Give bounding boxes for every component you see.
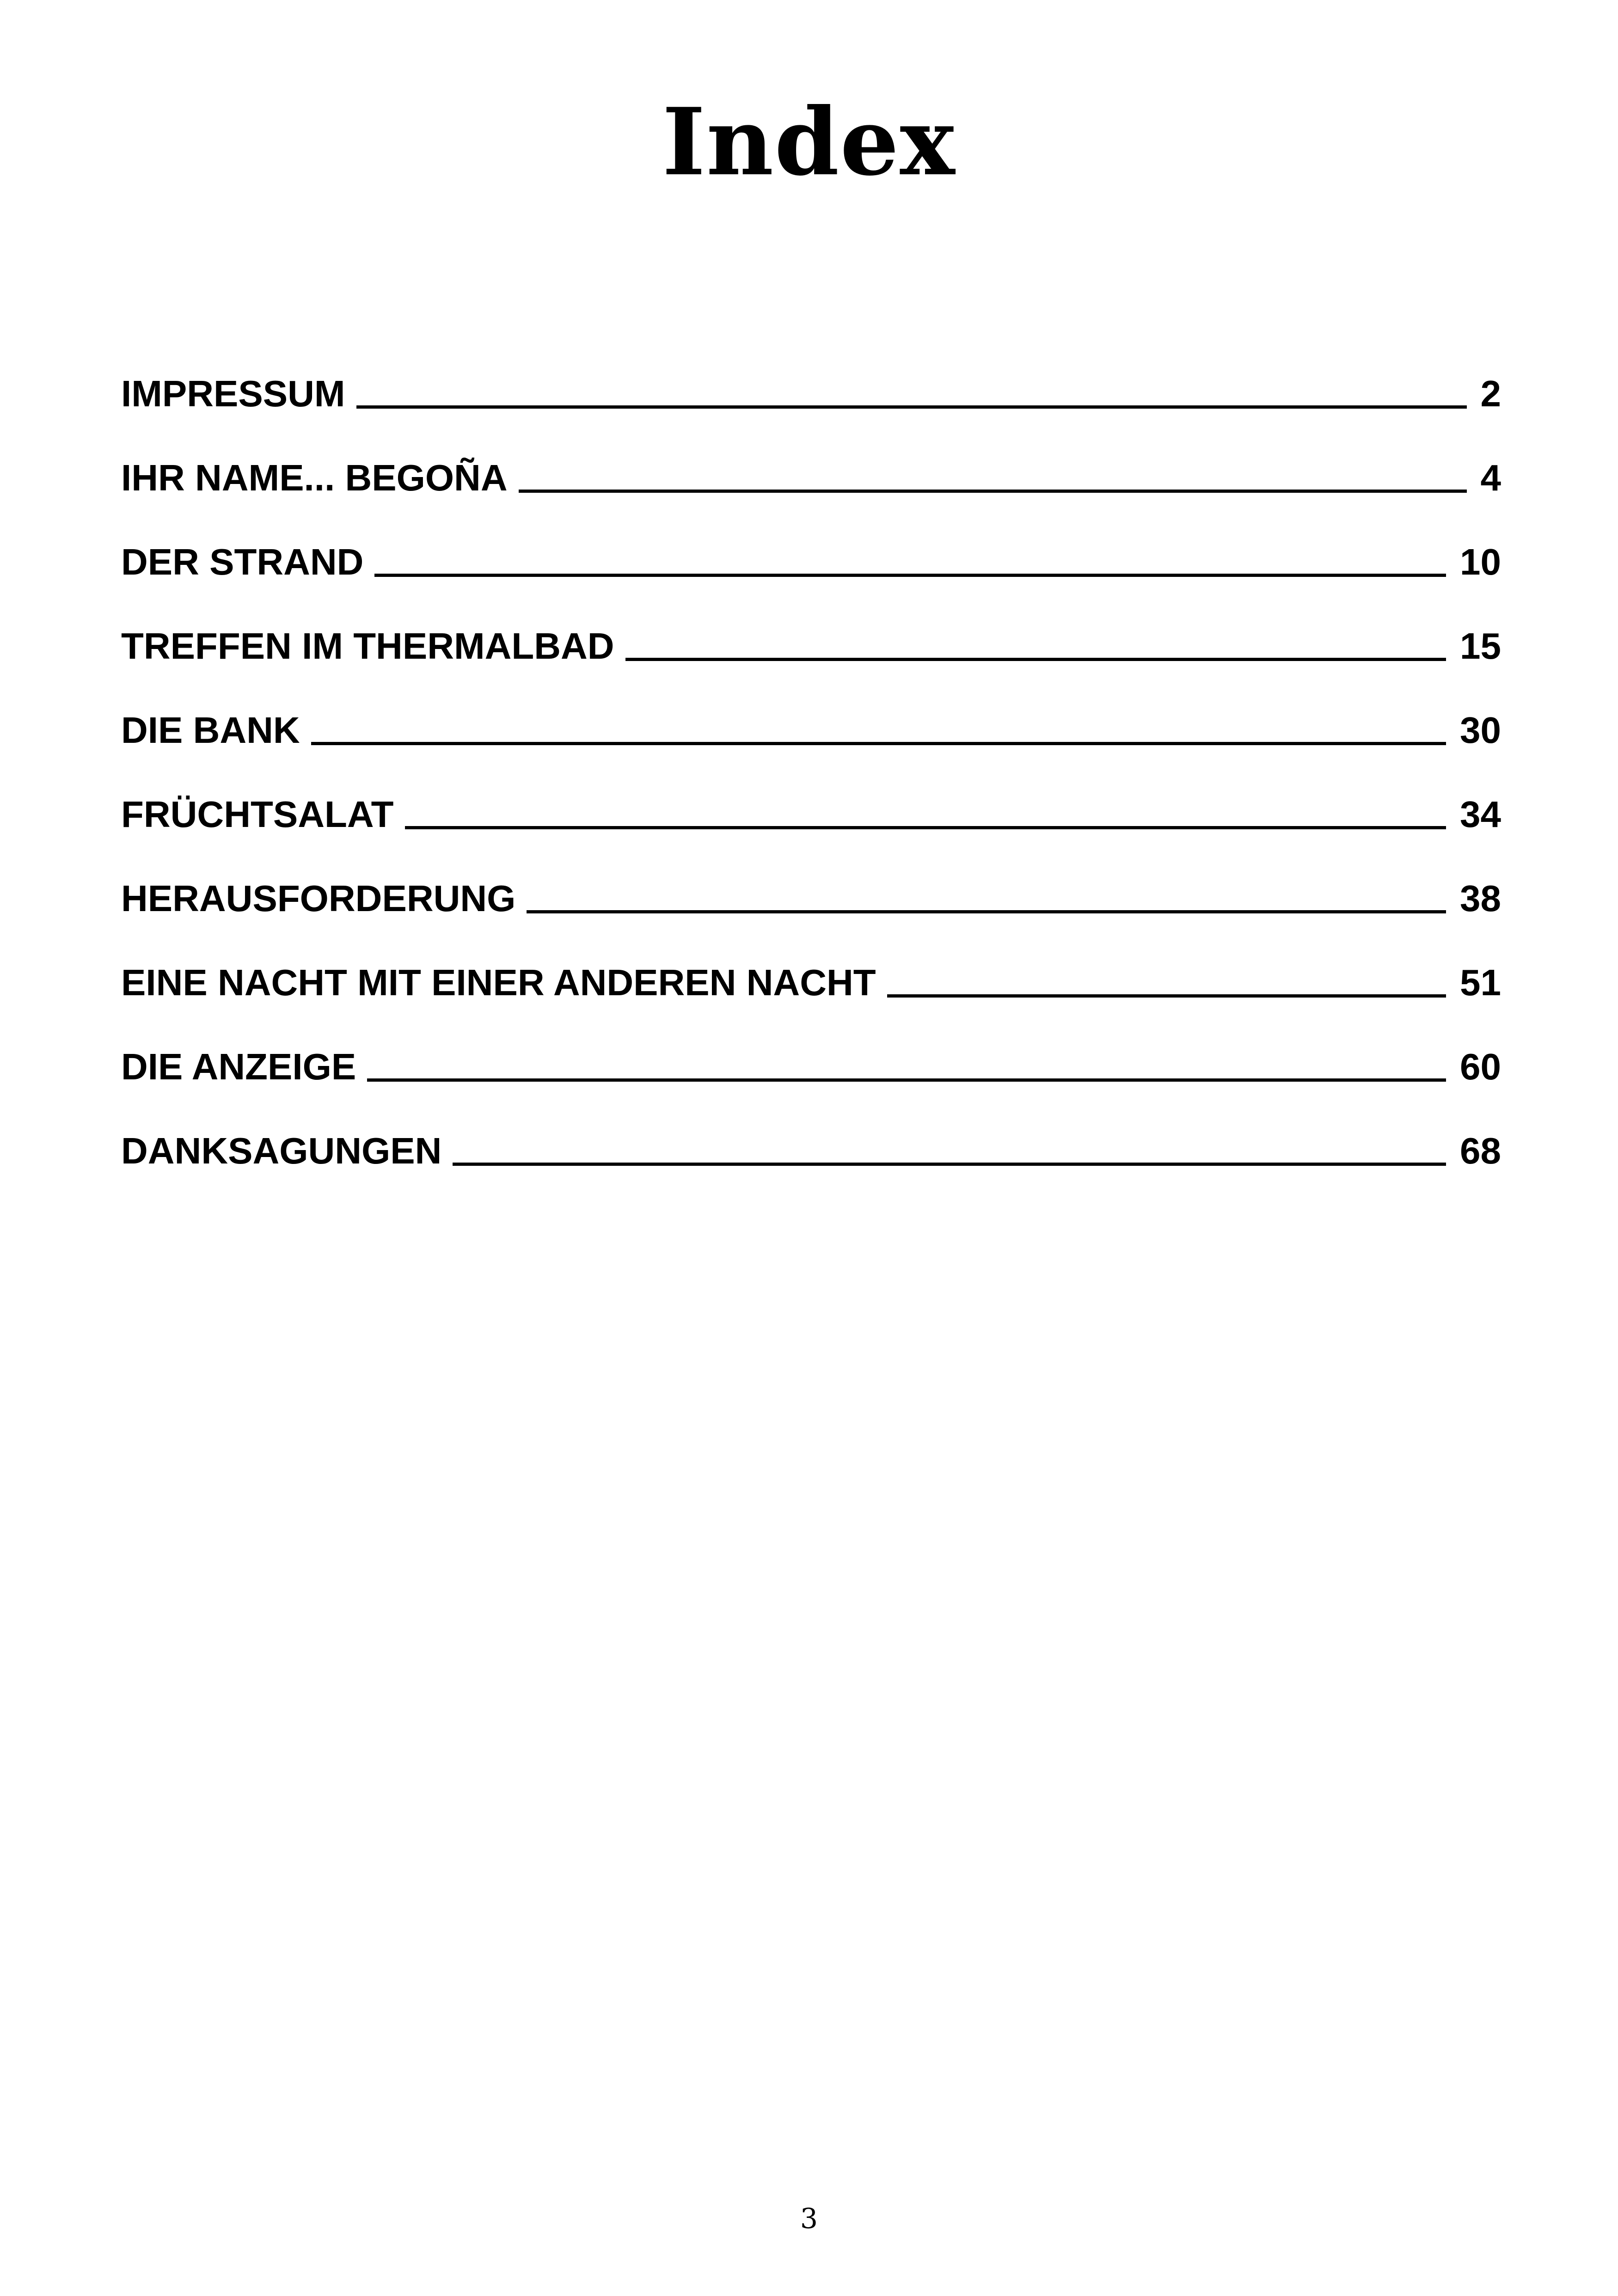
toc-entry-title: TREFFEN IM THERMALBAD [121, 625, 614, 667]
toc-leader-line [625, 658, 1446, 661]
toc-entry-danksagungen[interactable] [121, 1090, 1501, 1174]
table-of-contents [121, 333, 1501, 1174]
toc-leader-line [311, 742, 1446, 745]
toc-entry-page: 60 [1460, 1046, 1501, 1087]
toc-entry-page: 30 [1460, 710, 1501, 751]
toc-entry-der-strand[interactable] [121, 501, 1501, 585]
toc-entry-page: 68 [1460, 1130, 1501, 1171]
toc-entry-page: 2 [1480, 373, 1501, 414]
toc-entry-eine-nacht[interactable] [121, 922, 1501, 1006]
toc-leader-line [405, 826, 1446, 829]
toc-leader-line [887, 994, 1446, 998]
toc-entry-ihr-name-begona[interactable] [121, 417, 1501, 501]
page-number: 3 [800, 2203, 818, 2235]
toc-entry-page: 38 [1460, 878, 1501, 919]
toc-entry-title: DIE BANK [121, 710, 300, 751]
toc-entry-page: 15 [1460, 625, 1501, 667]
toc-entry-title: DANKSAGUNGEN [121, 1130, 442, 1171]
toc-entry-fruchtsalat[interactable] [121, 753, 1501, 838]
toc-entry-die-bank[interactable] [121, 669, 1501, 753]
toc-entry-page: 51 [1460, 962, 1501, 1003]
toc-entry-herausforderung[interactable] [121, 838, 1501, 922]
toc-entry-title: IHR NAME... BEGOÑA [121, 457, 508, 498]
toc-leader-line [527, 910, 1446, 913]
toc-entry-page: 34 [1460, 794, 1501, 835]
toc-entry-title: EINE NACHT MIT EINER ANDEREN NACHT [121, 962, 876, 1003]
toc-leader-line [367, 1078, 1446, 1082]
toc-entry-title: FRÜCHTSALAT [121, 794, 394, 835]
toc-leader-line [374, 574, 1446, 577]
toc-entry-title: DIE ANZEIGE [121, 1046, 356, 1087]
toc-entry-treffen-im-thermalbad[interactable] [121, 585, 1501, 669]
toc-entry-impressum[interactable] [121, 333, 1501, 417]
toc-entry-title: DER STRAND [121, 541, 364, 582]
toc-leader-line [356, 405, 1467, 409]
toc-entry-page: 10 [1460, 541, 1501, 582]
toc-leader-line [519, 490, 1467, 493]
toc-entry-page: 4 [1480, 457, 1501, 498]
toc-entry-title: IMPRESSUM [121, 373, 345, 414]
toc-leader-line [453, 1163, 1446, 1166]
toc-entry-title: HERAUSFORDERUNG [121, 878, 516, 919]
page-title: Index [662, 88, 956, 196]
toc-entry-die-anzeige[interactable] [121, 1006, 1501, 1090]
